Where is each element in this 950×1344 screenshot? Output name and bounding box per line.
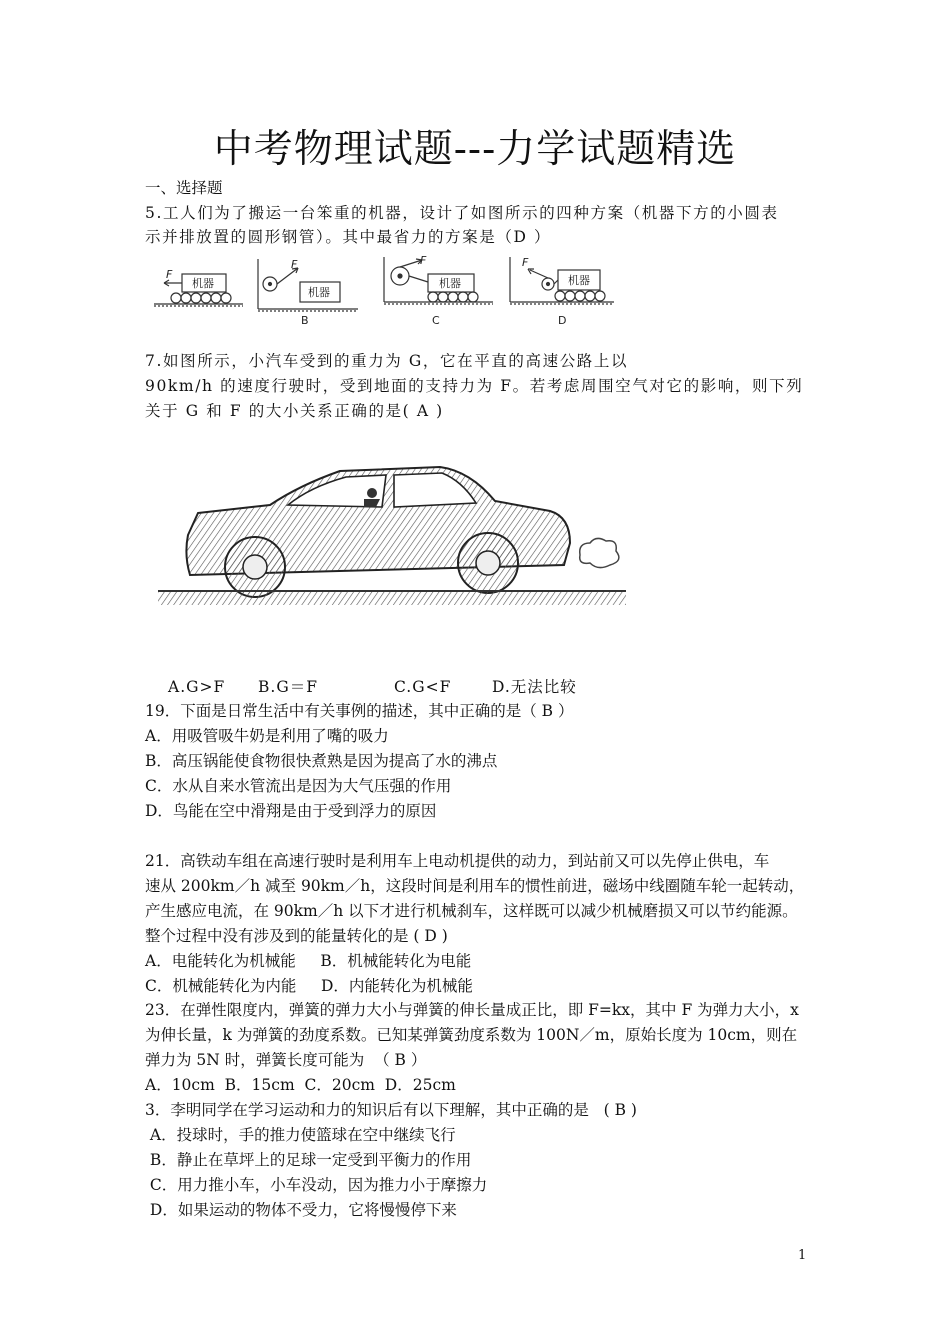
q21-line2: 速从 200km／h 减至 90km／h，这段时间是利用车的惯性前进，磁场中线圈随车轮一起转动， <box>145 877 805 895</box>
q7-option-d: D.无法比较 <box>492 678 577 696</box>
q19-option-d: D．鸟能在空中滑翔是由于受到浮力的原因 <box>145 802 437 820</box>
scheme-label-c: C <box>432 314 440 327</box>
q7-stem-line3: 关于 G 和 F 的大小关系正确的是( A ) <box>145 402 444 420</box>
q23-line2: 为伸长量，k 为弹簧的劲度系数。已知某弹簧劲度系数为 100N／m，原始长度为 10cm，则在 <box>145 1026 798 1044</box>
section-heading: 一、选择题 <box>145 179 223 197</box>
page-number: 1 <box>798 1248 807 1263</box>
scheme-b <box>258 259 358 311</box>
q23-line3: 弹力为 5N 时，弹簧长度可能为 （ B ） <box>145 1051 427 1069</box>
q5-figure <box>148 254 618 330</box>
machine-label-c: 机器 <box>439 277 461 290</box>
q21-options-row2: C．机械能转化为内能 D．内能转化为机械能 <box>145 977 473 995</box>
q7-stem-line2: 90km/h 的速度行驶时，受到地面的支持力为 F。若考虑周围空气对它的影响，则下列 <box>145 377 804 395</box>
q7-option-a: A.G>F <box>168 678 226 696</box>
q19-option-c: C．水从自来水管流出是因为大气压强的作用 <box>145 777 452 795</box>
q5-stem-line2: 示并排放置的圆形钢管）。其中最省力的方案是（D ） <box>145 228 552 246</box>
q3-option-d: D．如果运动的物体不受力，它将慢慢停下来 <box>145 1201 457 1219</box>
machine-label-b: 机器 <box>308 286 330 299</box>
q3-option-c: C．用力推小车，小车没动，因为推力小于摩擦力 <box>145 1176 488 1194</box>
page-title: 中考物理试题---力学试题精选 <box>213 127 737 172</box>
force-label-c: F <box>420 254 427 267</box>
q23-options: A．10cm B．15cm C．20cm D．25cm <box>145 1076 456 1094</box>
q21-options-row1: A．电能转化为机械能 B．机械能转化为电能 <box>145 952 472 970</box>
q21-line3: 产生感应电流，在 90km／h 以下才进行机械刹车，这样既可以减少机械磨损又可以节约能源。 <box>145 902 798 920</box>
car-illustration <box>150 455 630 615</box>
q19-stem: 19．下面是日常生活中有关事例的描述，其中正确的是（ B ） <box>145 702 574 720</box>
q7-option-c: C.G<F <box>394 678 452 696</box>
q21-line4: 整个过程中没有涉及到的能量转化的是 ( D ) <box>145 927 448 945</box>
q7-stem-line1: 7.如图所示，小汽车受到的重力为 G，它在平直的高速公路上以 <box>145 352 629 370</box>
force-label-a: F <box>166 268 173 281</box>
q19-option-a: A．用吸管吸牛奶是利用了嘴的吸力 <box>145 727 389 745</box>
q3-option-b: B．静止在草坪上的足球一定受到平衡力的作用 <box>145 1151 472 1169</box>
scheme-label-d: D <box>558 314 567 327</box>
q5-stem-line1: 5.工人们为了搬运一台笨重的机器，设计了如图所示的四种方案（机器下方的小圆表 <box>145 204 779 222</box>
machine-label-d: 机器 <box>568 274 590 287</box>
scheme-label-b: B <box>301 314 309 327</box>
q7-option-b: B.G＝F <box>258 678 318 696</box>
force-label-b: F <box>291 258 298 271</box>
q3-stem: 3．李明同学在学习运动和力的知识后有以下理解，其中正确的是 ( B ) <box>145 1101 637 1119</box>
q3-option-a: A．投球时，手的推力使篮球在空中继续飞行 <box>145 1126 456 1144</box>
force-label-d: F <box>522 256 529 269</box>
q23-line1: 23．在弹性限度内，弹簧的弹力大小与弹簧的伸长量成正比，即 F=kx，其中 F 为弹力大小，x <box>145 1001 799 1019</box>
q21-line1: 21．高铁动车组在高速行驶时是利用车上电动机提供的动力，到站前又可以先停止供电，车 <box>145 852 770 870</box>
machine-label-a: 机器 <box>192 277 214 290</box>
q19-option-b: B．高压锅能使食物很快煮熟是因为提高了水的沸点 <box>145 752 498 770</box>
